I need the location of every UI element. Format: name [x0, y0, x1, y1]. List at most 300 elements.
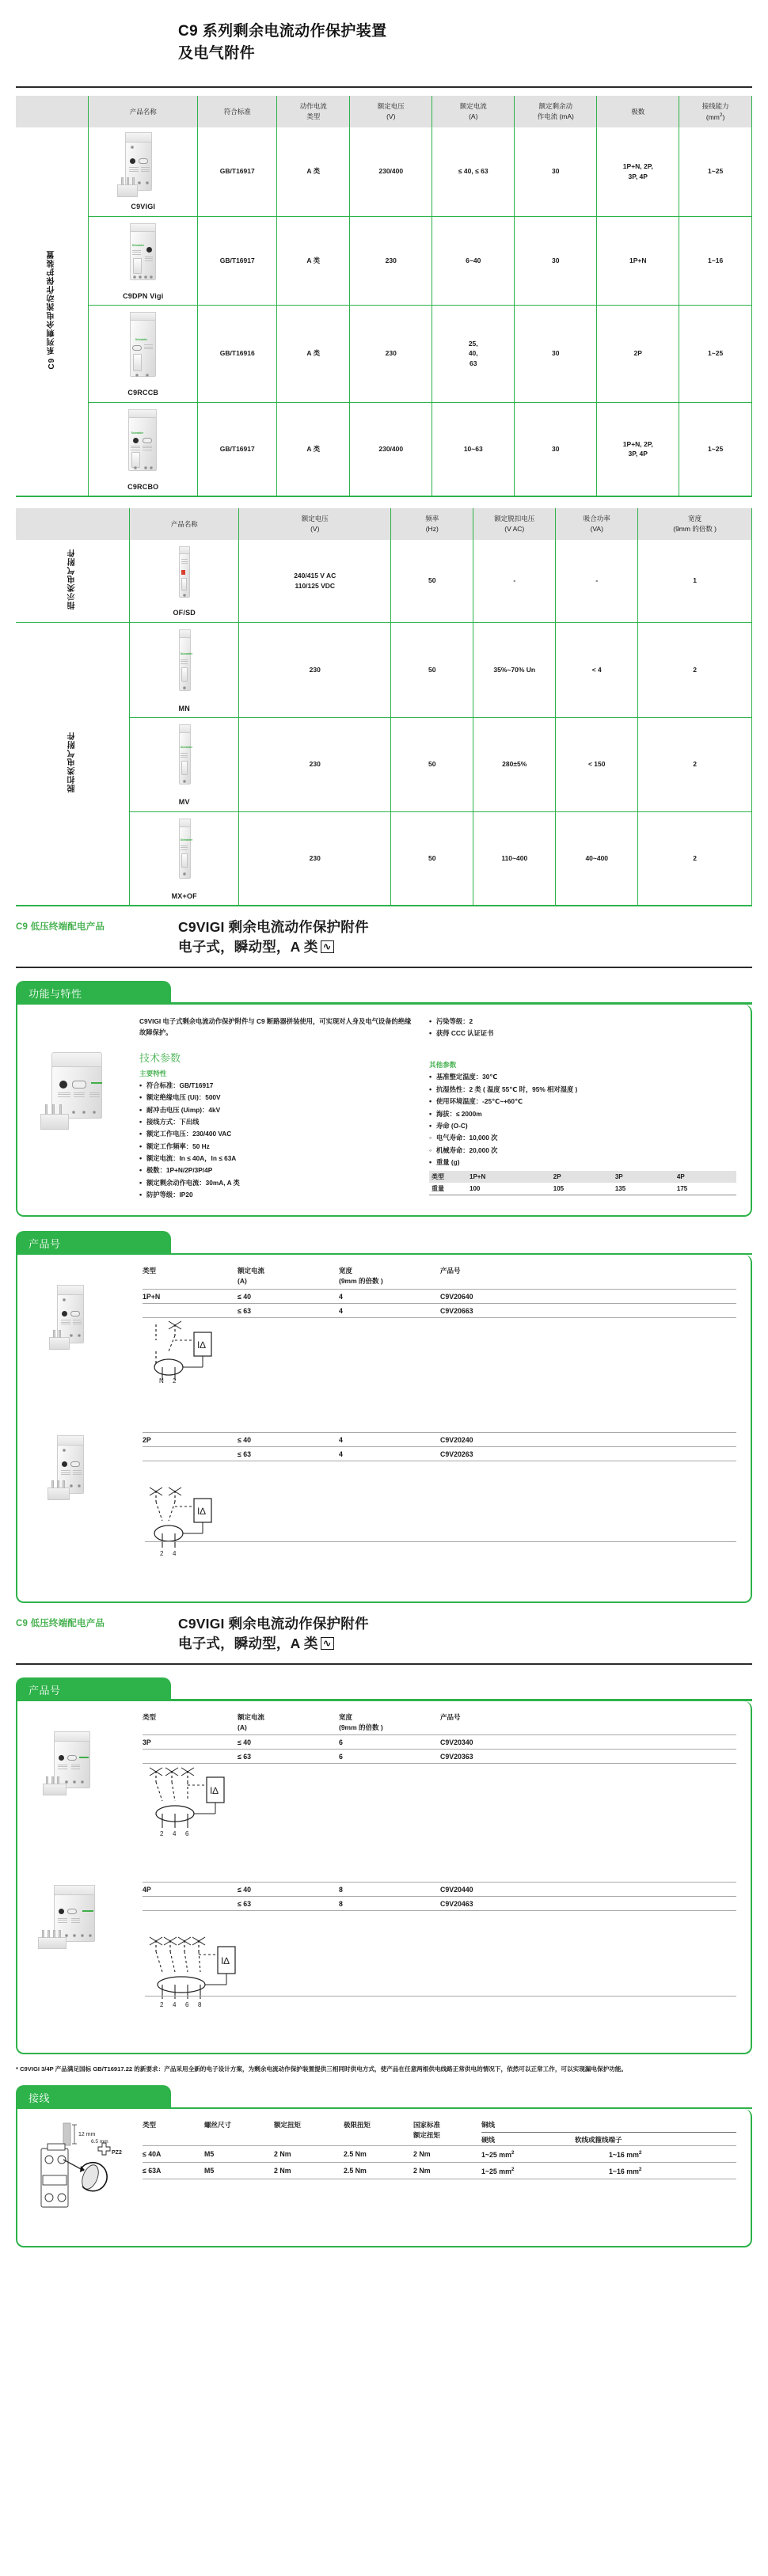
table-row: [143, 1735, 736, 1750]
table-row: [143, 1882, 736, 1896]
cell-voltage: 230: [350, 216, 432, 306]
pn-cell-type: 4P: [143, 1882, 238, 1896]
table-row: [16, 306, 752, 403]
product-label: C9RCCB: [127, 389, 159, 397]
features-section-tab: 功能与特性: [16, 981, 171, 1005]
other-params-list: [429, 1071, 736, 1168]
pn-cell-code: C9V20263: [440, 1447, 736, 1461]
pn-cell-type-blank: [143, 1750, 238, 1764]
wiring-cell-rigid: 1~25 $mm^2$: [481, 2162, 609, 2179]
product-label: C9RCBO: [127, 482, 159, 491]
pn2-tab-fill: [171, 1699, 752, 1701]
device-image-mn: Schneider: [169, 628, 200, 702]
wiring-col-flex: 软线或箍线端子: [575, 2135, 622, 2144]
svg-text:I∆: I∆: [221, 1955, 230, 1966]
cell-residual: 30: [515, 216, 597, 306]
cell-acc-trip: -: [473, 540, 556, 622]
accessory-spec-table-wrap: [16, 508, 752, 906]
col-acc-width-l1: 宽度: [688, 515, 702, 523]
wiring-table-col: [143, 2120, 736, 2219]
table-row: [16, 216, 752, 306]
cell-current: [432, 306, 515, 403]
pn-cell-code: C9V20440: [440, 1882, 736, 1896]
pn-cell-code: C9V20663: [440, 1303, 736, 1317]
cell-acc-trip: 110~400: [473, 811, 556, 905]
list-item: • 防护等级：IP20: [139, 1189, 416, 1201]
col-current-l2: (A): [469, 112, 478, 121]
cell-current-type: A 类: [277, 127, 350, 216]
cell-acc-voltage: 230: [239, 811, 391, 905]
pn-cell-code: C9V20240: [440, 1433, 736, 1447]
pn1-section-box: [16, 1255, 752, 1603]
device-image-3p: [41, 1731, 128, 1810]
cell-acc-width: 1: [638, 540, 752, 622]
device-image-mx-of: Schneider: [169, 817, 200, 890]
accessory-spec-table-head: [16, 508, 752, 540]
pn-col-current-l1: 额定电流: [238, 1267, 265, 1275]
pn-table-4p: [143, 1882, 736, 1911]
pn-table-1pn: [143, 1266, 736, 1318]
cell-voltage: 230: [350, 306, 432, 403]
terminal-label-n: N: [159, 1377, 164, 1384]
table-row: [143, 1447, 736, 1461]
cell-acc-voltage: 230: [239, 622, 391, 718]
device-image-c9rccb: Schneider: [114, 310, 173, 386]
cell-wiring: 1~16: [679, 216, 752, 306]
pn-cell-current: ≤ 63: [238, 1303, 339, 1317]
wiring-cell-rigid: 1~25 $mm^2$: [481, 2145, 609, 2162]
cell-acc-freq: 50: [391, 811, 473, 905]
pn-cell-width: 8: [339, 1882, 440, 1896]
wiring-cell-screw: M5: [204, 2162, 274, 2179]
wiring-table: [143, 2120, 736, 2179]
product-label: MX+OF: [171, 891, 197, 900]
pn-cell-current: ≤ 40: [238, 1433, 339, 1447]
schematic-4p-icon: [145, 1934, 256, 2008]
list-item: • 符合标准：GB/T16917: [139, 1080, 416, 1092]
band-1-right: [178, 918, 752, 957]
pn-cell-width: 8: [339, 1896, 440, 1910]
list-item: • 额定绝缘电压 (Ui)：500V: [139, 1092, 416, 1104]
pn-col-width-l2: (9mm 的倍数 ): [339, 1277, 383, 1285]
list-item: • 抗湿热性：2 类 ( 温度 55℃ 时，95% 相对湿度 ): [429, 1084, 736, 1096]
pn-col-width-l1: 宽度: [339, 1712, 353, 1721]
cell-poles-l1: 1P+N, 2P,: [622, 439, 653, 448]
list-item: ◦ 机械寿命：20,000 次: [429, 1145, 736, 1157]
terminal-label-4: 4: [173, 1550, 177, 1558]
pn-cell-type-blank: [143, 1447, 238, 1461]
list-item: • 污染等级：2: [429, 1016, 736, 1028]
pn2-section-head: [16, 1677, 752, 1701]
pn1-section-head: [16, 1231, 752, 1255]
schematic-wrap-4p: [32, 1955, 736, 2038]
list-item: • 接线方式：下出线: [139, 1116, 416, 1128]
col-acc-voltage-l1: 额定电压: [301, 515, 329, 523]
wiring-illustration-col: [32, 2120, 143, 2219]
cell-acc-power: -: [556, 540, 638, 622]
col-acc-voltage-l2: (V): [310, 525, 320, 534]
col-acc-trip: [473, 508, 556, 540]
pn-cell-current: ≤ 40: [238, 1882, 339, 1896]
product-label: C9VIGI: [131, 203, 156, 211]
product-label: MV: [178, 798, 190, 807]
cell-current-l2: 40,: [468, 349, 478, 358]
pn-cell-current: ≤ 40: [238, 1735, 339, 1750]
pn-cell-code: C9V20640: [440, 1289, 736, 1303]
terminal-label-8: 8: [198, 2000, 202, 2008]
accessory-spec-table-body: [16, 540, 752, 905]
cell-acc-trip: 35%~70% Un: [473, 622, 556, 718]
pn-col-current-l2: (A): [238, 1277, 247, 1285]
table-row: [143, 1896, 736, 1910]
cell-acc-freq: 50: [391, 540, 473, 622]
pn-cell-type: 3P: [143, 1735, 238, 1750]
page-title-line-2: 及电气附件: [178, 44, 256, 62]
wiring-col-gb-torque: [413, 2120, 481, 2145]
pn-cell-code: C9V20340: [440, 1735, 736, 1750]
wiring-col-max-torque: 极限扭矩: [344, 2121, 371, 2130]
pn-group-1pn-image-col: [32, 1266, 143, 1364]
wiring-table-body: [143, 2145, 736, 2179]
pn-table-1pn-head: [143, 1266, 736, 1289]
weight-table-head: [429, 1171, 736, 1183]
weight-table-body: [429, 1183, 736, 1195]
cell-residual: 30: [515, 402, 597, 496]
wiring-cell-gb-torque: 2 Nm: [413, 2162, 481, 2179]
device-image-2p: [46, 1435, 117, 1514]
pn-cell-current: ≤ 63: [238, 1447, 339, 1461]
schematic-3p-icon: [145, 1765, 248, 1837]
pn-cell-type: 2P: [143, 1433, 238, 1447]
col-poles: 极数: [597, 96, 679, 127]
device-image-of-sd: [169, 545, 200, 606]
pn-group-1pn: [32, 1266, 736, 1364]
list-item: • 海拔：≤ 2000m: [429, 1108, 736, 1120]
list-item: • 额定剩余动作电流：30mA, A 类: [139, 1177, 416, 1189]
rail-label-cell-indicator: [16, 540, 130, 622]
weight-val-4p: 175: [675, 1183, 736, 1195]
wave-symbol-icon: ∿: [321, 940, 334, 953]
cell-current-l1: 25,: [468, 339, 478, 348]
table-row: [143, 1433, 736, 1447]
cell-current-type: A 类: [277, 216, 350, 306]
pn-cell-type: 1P+N: [143, 1289, 238, 1303]
col-acc-width: [638, 508, 752, 540]
pn-table-1pn-body: [143, 1289, 736, 1317]
footnote: * C9VIGI 3/4P 产品满足国标 GB/T16917.22 的新要求：产品采用全新的电子设计方案，为剩余电流动作保护装置提供三相同时供电方式，使产品在任意两根供电线路正常供电的情况下，依然可以正常工作，可以实现漏电保护功能。: [16, 2065, 627, 2073]
list-item: • 使用环境温度：-25℃~+60℃: [429, 1096, 736, 1108]
wiring-col-type: 类型: [143, 2121, 157, 2130]
rcd-spec-table-wrap: [16, 96, 752, 497]
pn-col-current: [238, 1266, 339, 1289]
pn-col-current-l1: 额定电流: [238, 1712, 265, 1721]
table-row: [143, 1289, 736, 1303]
pn-col-code: 产品号: [440, 1712, 461, 1721]
pn-cell-width: 4: [339, 1447, 440, 1461]
cell-acc-width: 2: [638, 718, 752, 812]
band-1-subtitle: [178, 937, 752, 957]
pn1-tab-fill: [171, 1253, 752, 1256]
pn-group-2p: [32, 1432, 736, 1514]
list-item: • 额定工作频率：50 Hz: [139, 1141, 416, 1153]
band-1-left-label: C9 低压终端配电产品: [16, 922, 105, 933]
band-2-subtitle-text: 电子式，瞬动型，A 类: [178, 1636, 318, 1652]
col-acc-power: [556, 508, 638, 540]
col-current: [432, 96, 515, 127]
product-cell: [130, 540, 239, 622]
weight-val-3p: 135: [613, 1183, 675, 1195]
rcd-spec-table-body: [16, 127, 752, 496]
cell-residual: 30: [515, 127, 597, 216]
rail-label-cell-trip: [16, 622, 130, 905]
pn-col-type: 类型: [143, 1712, 157, 1721]
list-item: • 耐冲击电压 (Uimp)：4kV: [139, 1104, 416, 1116]
col-acc-voltage: [239, 508, 391, 540]
cell-acc-power: 40~400: [556, 811, 638, 905]
cell-wiring: 1~25: [679, 402, 752, 496]
col-voltage: [350, 96, 432, 127]
list-item: • 基准整定温度：30℃: [429, 1071, 736, 1083]
product-cell: [89, 127, 198, 216]
cell-acc-freq: 50: [391, 622, 473, 718]
pn2-section-tab: 产品号: [16, 1677, 171, 1701]
features-other-column: [421, 1016, 736, 1201]
pn-group-3p: [32, 1712, 736, 1810]
section-band-2: [16, 1603, 752, 1658]
wave-symbol-icon: ∿: [321, 1637, 334, 1650]
cell-acc-voltage: 230: [239, 718, 391, 812]
rcd-spec-table: [16, 96, 752, 496]
weight-val-2p: 105: [551, 1183, 613, 1195]
col-current-type-l1: 动作电流: [299, 102, 327, 111]
pn-col-current: [238, 1712, 339, 1735]
wiring-col-gb-torque-l2: 额定扭矩: [413, 2130, 441, 2139]
device-image-c9vigi: [114, 132, 173, 200]
band-2-divider: [16, 1663, 752, 1665]
pn-cell-code: C9V20363: [440, 1750, 736, 1764]
pn-cell-width: 4: [339, 1303, 440, 1317]
weight-col-4p: 4P: [675, 1171, 736, 1183]
cell-acc-power: < 150: [556, 718, 638, 812]
dimension-12mm-label: 12 mm: [78, 2132, 96, 2138]
cell-poles: [597, 127, 679, 216]
table-row: [143, 1750, 736, 1764]
pn-col-width: [339, 1712, 440, 1735]
col-acc-freq-l2: (Hz): [425, 525, 439, 534]
schematic-wrap-1pn: [32, 1339, 736, 1429]
cell-acc-power: < 4: [556, 622, 638, 718]
terminal-label-4: 4: [173, 2000, 177, 2008]
table-row: [143, 2162, 736, 2179]
driver-type-label: PZ2: [112, 2150, 122, 2156]
cell-poles-l2: 3P, 4P: [628, 450, 648, 458]
pn-col-code: 产品号: [440, 1267, 461, 1275]
list-item: • 额定工作电压：230/400 VAC: [139, 1128, 416, 1140]
features-tab-fill: [171, 1002, 752, 1005]
features-main-column: [139, 1016, 416, 1201]
wiring-col-rigid: 硬线: [481, 2135, 496, 2144]
table-row: [429, 1183, 736, 1195]
pn-col-type: 类型: [143, 1267, 157, 1275]
page-title: [16, 0, 752, 64]
pn-table-3p: [143, 1712, 736, 1765]
list-item: • 重量 (g): [429, 1157, 736, 1168]
col-voltage-l2: (V): [386, 112, 396, 121]
rail-head-spacer-acc: [16, 508, 130, 540]
schematic-wrap-3p: [32, 1784, 736, 1879]
col-product-name: 产品名称: [89, 96, 198, 127]
wiring-col-torque: 额定扭矩: [274, 2121, 302, 2130]
product-cell: [89, 216, 198, 306]
wiring-col-copper-group: [481, 2120, 736, 2145]
col-acc-width-l2: (9mm 的倍数 ): [673, 525, 717, 534]
band-2-right: [178, 1614, 752, 1654]
features-product-image-wrap: [32, 1016, 135, 1201]
cell-wiring: 1~25: [679, 306, 752, 403]
wiring-cell-torque: 2 Nm: [274, 2162, 344, 2179]
product-label: C9DPN Vigi: [123, 291, 164, 300]
wiring-cell-torque: 2 Nm: [274, 2145, 344, 2162]
weight-row-label: 重量: [429, 1183, 467, 1195]
product-cell: [130, 811, 239, 905]
cell-wiring: 1~25: [679, 127, 752, 216]
pn-group-2p-image-col: [32, 1432, 143, 1514]
weight-val-1pn: 100: [467, 1183, 551, 1195]
col-current-type-l2: 类型: [306, 112, 321, 121]
cell-acc-voltage-l1: 240/415 V AC: [294, 572, 336, 580]
col-acc-product-name: 产品名称: [130, 508, 239, 540]
cell-voltage: 230/400: [350, 402, 432, 496]
cell-acc-freq: 50: [391, 718, 473, 812]
weight-col-2p: 2P: [551, 1171, 613, 1183]
band-2-subtitle: [178, 1634, 752, 1654]
col-wiring: [679, 96, 752, 127]
wiring-cell-flex: 1~16 $mm^2$: [609, 2145, 736, 2162]
terminal-label-6: 6: [185, 2000, 189, 2008]
pn-table-3p-body: [143, 1735, 736, 1764]
cell-residual: 30: [515, 306, 597, 403]
device-image-4p: [38, 1885, 133, 1964]
band-2-title: C9VIGI 剩余电流动作保护附件: [178, 1616, 369, 1632]
pn-cell-type-blank: [143, 1303, 238, 1317]
cell-standard: GB/T16917: [198, 216, 277, 306]
product-cell: [130, 622, 239, 718]
pn-group-4p: [32, 1882, 736, 1964]
pn-cell-current: ≤ 63: [238, 1896, 339, 1910]
weight-table: [429, 1171, 736, 1195]
title-divider: [16, 86, 752, 88]
terminal-label-6: 6: [185, 1829, 189, 1837]
wiring-section-tab: 接线: [16, 2085, 171, 2109]
table-row: [16, 540, 752, 622]
terminal-label-4: 4: [173, 1829, 177, 1837]
list-item: • 获得 CCC 认证证书: [429, 1028, 736, 1039]
schematic-wrap-2p: [32, 1506, 736, 1587]
device-image-mv: Schneider: [169, 723, 200, 796]
features-intro: C9VIGI 电子式剩余电流动作保护附件与 C9 断路器拼装使用，可实现对人身及电气设备的绝缘故障保护。: [139, 1016, 412, 1037]
pn-cell-width: 6: [339, 1735, 440, 1750]
pn-cell-width: 6: [339, 1750, 440, 1764]
cell-current: ≤ 40, ≤ 63: [432, 127, 515, 216]
band-1-title: C9VIGI 剩余电流动作保护附件: [178, 919, 369, 936]
list-item: • 寿命 (O-C): [429, 1120, 736, 1132]
rail-label-indicator: 指示类电气附件: [67, 549, 77, 610]
cell-standard: GB/T16917: [198, 402, 277, 496]
pn-table-2p-body: [143, 1433, 736, 1461]
table-row: [16, 402, 752, 496]
device-image-c9rcbo: Schneider: [114, 408, 173, 481]
pn-col-width: [339, 1266, 440, 1289]
col-standard: 符合标准: [198, 96, 277, 127]
col-current-type: [277, 96, 350, 127]
wiring-col-gb-torque-l1: 国家标准: [413, 2121, 441, 2130]
pn-cell-width: 4: [339, 1433, 440, 1447]
col-residual-l1: 额定剩余动: [538, 102, 572, 111]
cell-current: 6~40: [432, 216, 515, 306]
main-characteristics-list: [139, 1080, 416, 1201]
wiring-cell-type: ≤ 40A: [143, 2145, 204, 2162]
pn-cell-code: C9V20463: [440, 1896, 736, 1910]
pn-group-4p-image-col: [32, 1882, 143, 1964]
cell-acc-voltage: [239, 540, 391, 622]
cell-standard: GB/T16916: [198, 306, 277, 403]
section-band-1: [16, 906, 752, 962]
wiring-cell-max-torque: 2.5 Nm: [344, 2162, 413, 2179]
list-item: • 额定电流：In ≤ 40A，In ≤ 63A: [139, 1153, 416, 1165]
pn-col-width-l1: 宽度: [339, 1267, 353, 1275]
col-acc-trip-l1: 额定脱扣电压: [494, 515, 535, 523]
terminal-label-2: 2: [160, 2000, 164, 2008]
pn-cell-type-blank: [143, 1896, 238, 1910]
device-image-c9dpn-vigi: Schneider: [114, 222, 173, 290]
weight-col-1pn: 1P+N: [467, 1171, 551, 1183]
cell-poles-l2: 3P, 4P: [628, 172, 648, 180]
pn-table-3p-head: [143, 1712, 736, 1735]
col-wiring-l1: 接线能力: [701, 101, 729, 110]
cell-standard: GB/T16917: [198, 127, 277, 216]
cell-poles: 2P: [597, 306, 679, 403]
wiring-section-head: [16, 2085, 752, 2109]
table-row: [143, 1303, 736, 1317]
terminal-label-2: 2: [173, 1377, 177, 1384]
terminal-label-2: 2: [160, 1550, 164, 1558]
pn-table-4p-body: [143, 1882, 736, 1910]
col-wiring-l2: $(mm^2)$: [705, 112, 725, 121]
cell-poles: 1P+N: [597, 216, 679, 306]
wiring-tab-fill: [171, 2107, 752, 2110]
device-image-1pn: [46, 1285, 117, 1364]
tech-params-heading: 技术参数: [139, 1051, 181, 1064]
wiring-col-screw: 螺丝尺寸: [204, 2121, 232, 2130]
wiring-cell-flex: 1~16 $mm^2$: [609, 2162, 736, 2179]
cell-current-type: A 类: [277, 306, 350, 403]
rcd-spec-table-head: [16, 96, 752, 127]
table-row: [16, 622, 752, 718]
col-residual-l2: 作电流 (mA): [537, 112, 574, 121]
list-item: ◦ 电气寿命：10,000 次: [429, 1132, 736, 1144]
schematic-1pn-icon: [145, 1318, 232, 1383]
pn-cell-width: 4: [339, 1289, 440, 1303]
dimension-6-5mm-label: 6.5 mm: [91, 2139, 108, 2145]
table-row: [16, 127, 752, 216]
svg-text:I∆: I∆: [197, 1339, 206, 1351]
col-residual: [515, 96, 597, 127]
rail-label-cell-rcd: [16, 127, 89, 496]
col-acc-trip-l2: (V AC): [504, 525, 525, 534]
other-params-heading: 其他参数: [429, 1061, 457, 1070]
rail-label-rcd: C9 系列剩余电流动作保护装置: [47, 250, 56, 370]
band-1-subtitle-text: 电子式，瞬动型，A 类: [178, 938, 318, 955]
